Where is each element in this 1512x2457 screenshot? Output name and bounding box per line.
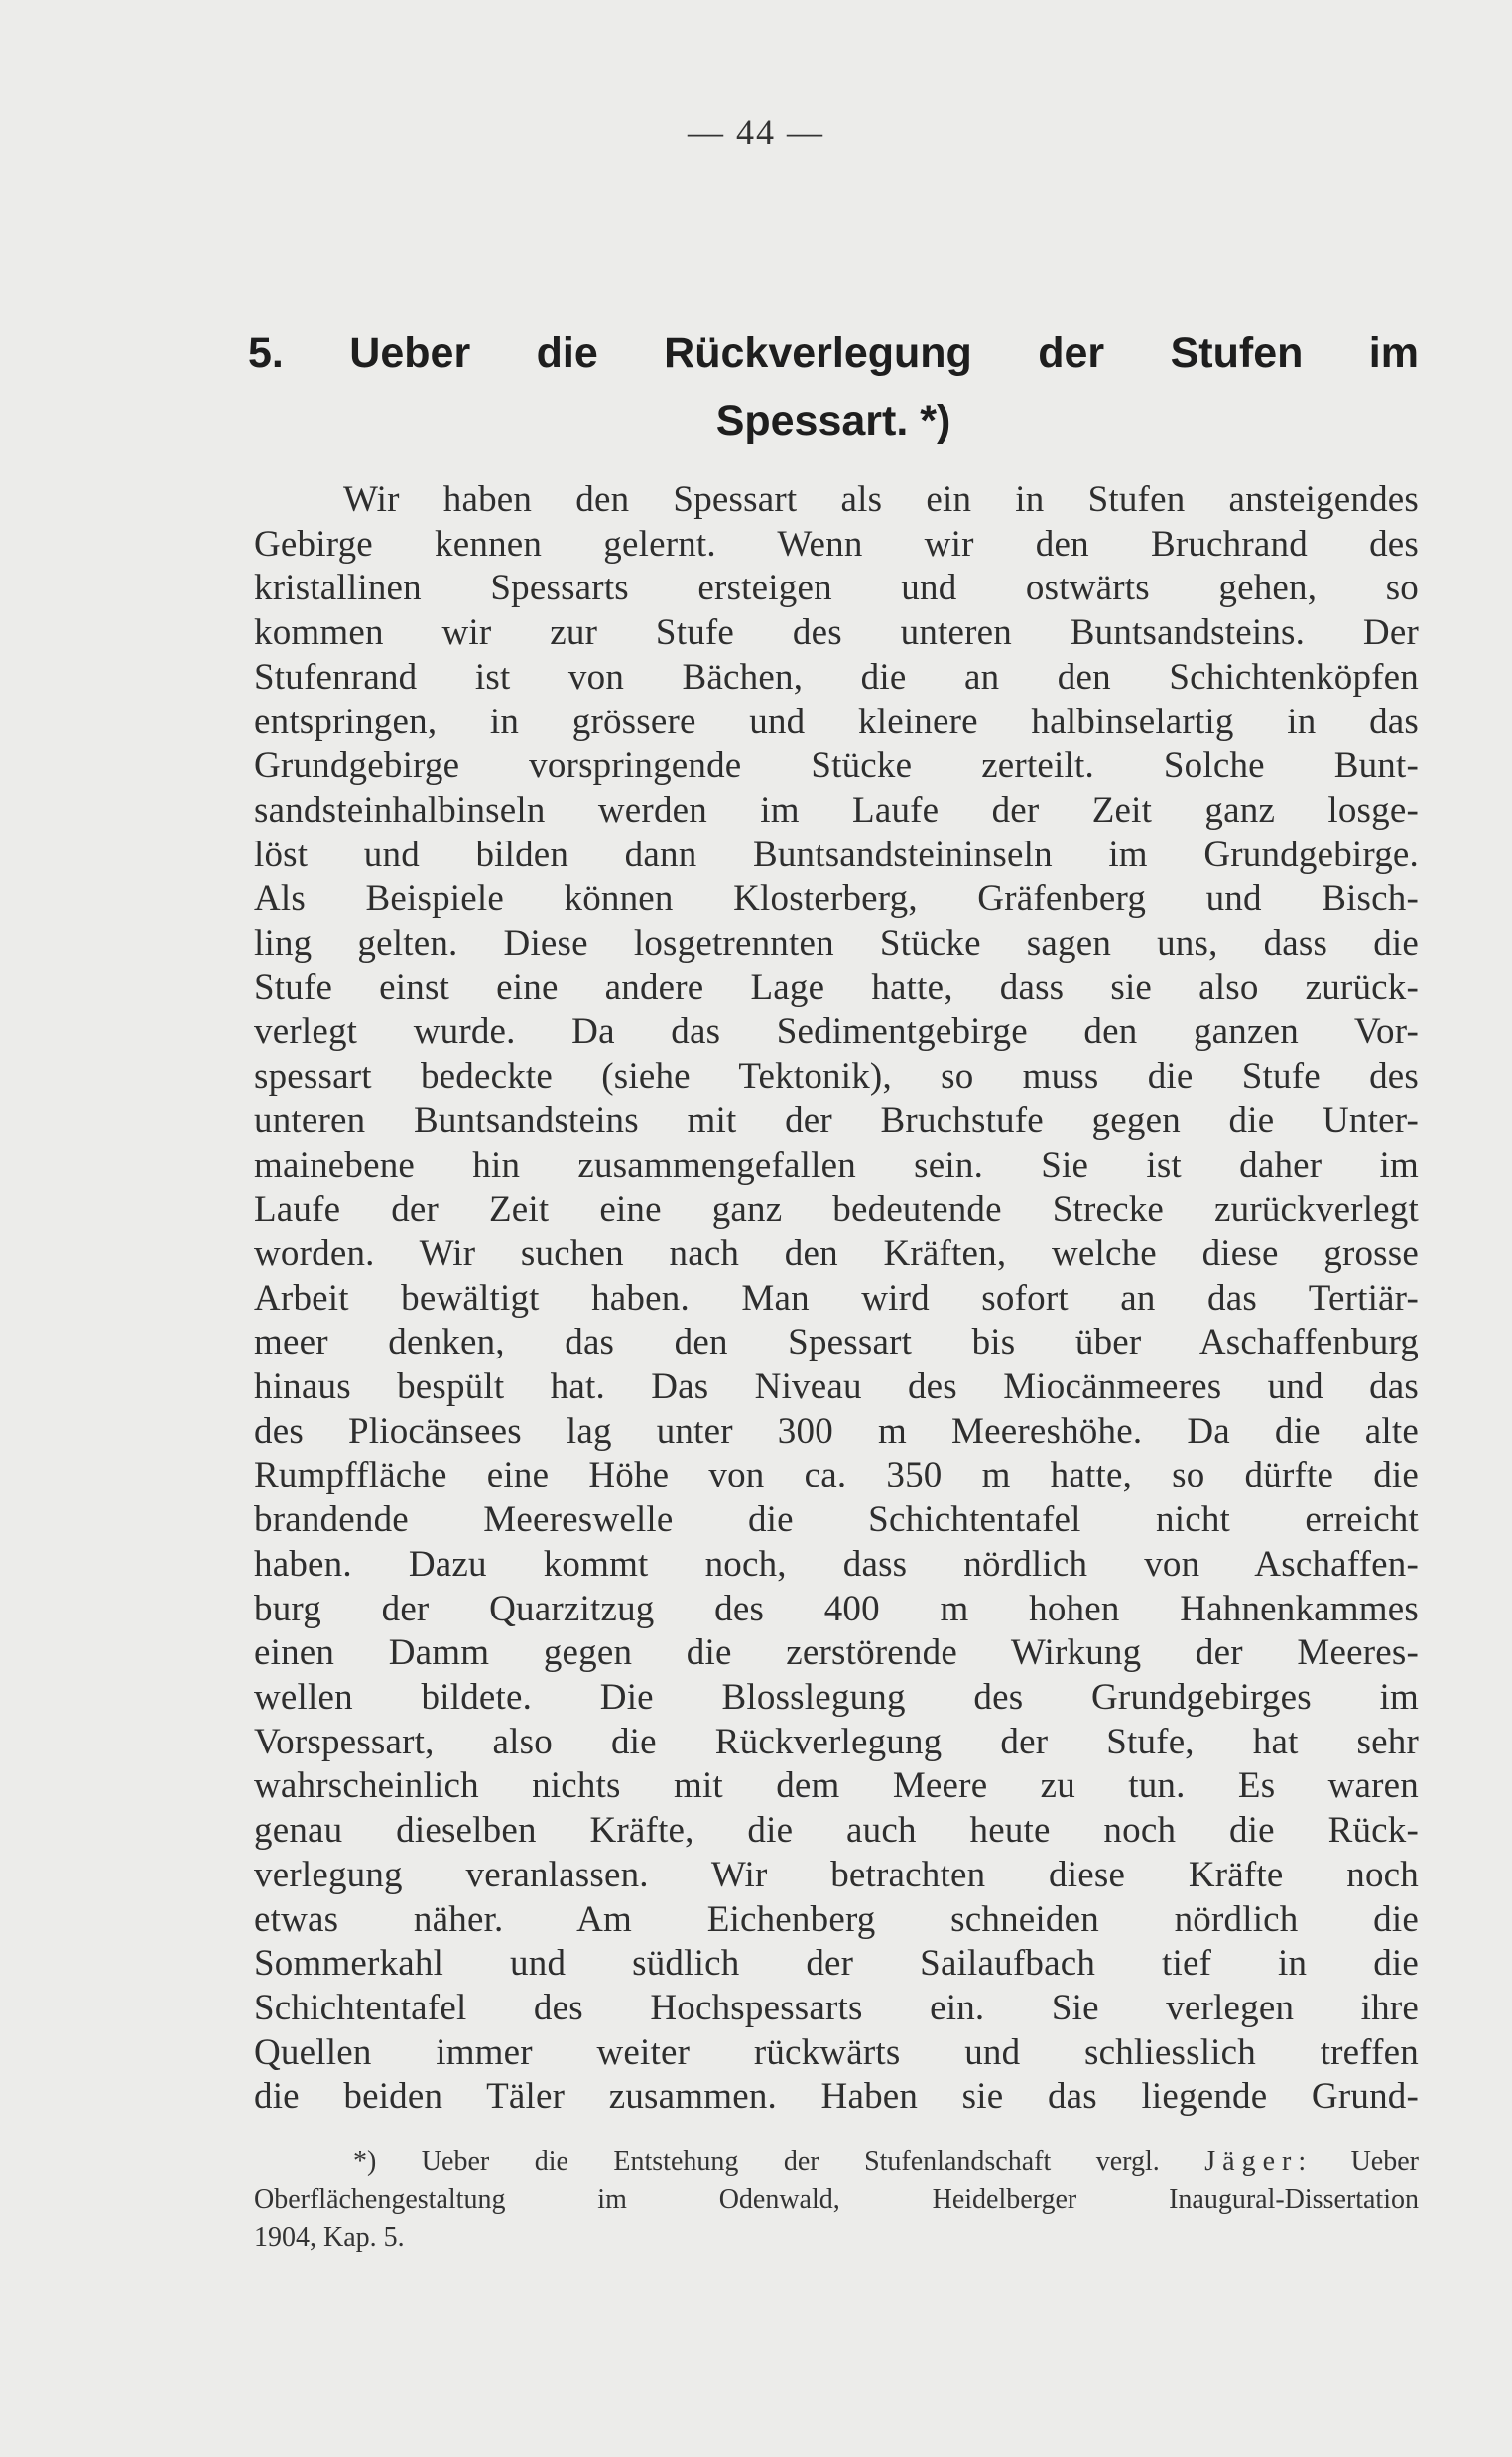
body-line: kommen wir zur Stufe des unteren Buntsandsteins. Der bbox=[254, 612, 1419, 654]
body-line: spessart bedeckte (siehe Tektonik), so muss die Stufe des bbox=[254, 1056, 1419, 1098]
body-line: Arbeit bewältigt haben. Man wird sofort an das Tertiär- bbox=[254, 1277, 1419, 1319]
body-line: wahrscheinlich nichts mit dem Meere zu tun. Es waren bbox=[254, 1765, 1419, 1807]
body-line: mainebene hin zusammengefallen sein. Sie ist daher im bbox=[254, 1144, 1419, 1186]
body-line: brandende Meereswelle die Schichtentafel nicht erreicht bbox=[254, 1499, 1419, 1541]
body-line: einen Damm gegen die zerstörende Wirkung der Meeres- bbox=[254, 1632, 1419, 1674]
body-line: sandsteinhalbinseln werden im Laufe der Zeit ganz losge- bbox=[254, 789, 1419, 831]
heading-line-2: Spessart. *) bbox=[715, 397, 951, 445]
body-line: die beiden Täler zusammen. Haben sie das liegende Grund- bbox=[254, 2076, 1419, 2118]
body-line: Quellen immer weiter rückwärts und schliesslich treffen bbox=[254, 2031, 1419, 2073]
body-line: worden. Wir suchen nach den Kräften, welche diese grosse bbox=[254, 1232, 1419, 1274]
footnote-line-3: 1904, Kap. 5. bbox=[254, 2222, 405, 2253]
body-line: Stufe einst eine andere Lage hatte, dass sie also zurück- bbox=[254, 967, 1419, 1008]
body-paragraph bbox=[254, 478, 1419, 2120]
footnote-author: Jäger bbox=[1204, 2146, 1299, 2177]
body-line: Stufenrand ist von Bächen, die an den Schichtenköpfen bbox=[254, 656, 1419, 698]
body-line: verlegung veranlassen. Wir betrachten diese Kräfte noch bbox=[254, 1854, 1419, 1895]
body-line: löst und bilden dann Buntsandsteininseln im Grundgebirge. bbox=[254, 834, 1419, 875]
body-line: ling gelten. Diese losgetrennten Stücke sagen uns, dass die bbox=[254, 923, 1419, 965]
body-line: genau dieselben Kräfte, die auch heute noch die Rück- bbox=[254, 1810, 1419, 1852]
footnote-text: : Ueber bbox=[1298, 2146, 1419, 2177]
body-line: Als Beispiele können Klosterberg, Gräfenberg und Bisch- bbox=[254, 878, 1419, 920]
body-line: wellen bildete. Die Blosslegung des Grundgebirges im bbox=[254, 1676, 1419, 1718]
body-line: des Pliocänsees lag unter 300 m Meereshöhe. Da die alte bbox=[254, 1410, 1419, 1452]
footnote bbox=[254, 2143, 1419, 2257]
body-line: Rumpffläche eine Höhe von ca. 350 m hatte, so dürfte die bbox=[254, 1455, 1419, 1496]
body-line: unteren Buntsandsteins mit der Bruchstufe gegen die Unter- bbox=[254, 1099, 1419, 1141]
body-line: Vorspessart, also die Rückverlegung der Stufe, hat sehr bbox=[254, 1721, 1419, 1762]
body-line: Schichtentafel des Hochspessarts ein. Sie verlegen ihre bbox=[254, 1987, 1419, 2028]
body-line: haben. Dazu kommt noch, dass nördlich von Aschaffen- bbox=[254, 1543, 1419, 1585]
body-line: burg der Quarzitzug des 400 m hohen Hahnenkammes bbox=[254, 1588, 1419, 1629]
body-line: verlegt wurde. Da das Sedimentgebirge den ganzen Vor- bbox=[254, 1011, 1419, 1053]
page-number: — 44 — bbox=[688, 112, 824, 152]
body-line: Wir haben den Spessart als ein in Stufen ansteigendes bbox=[343, 479, 1419, 520]
heading-line-1: 5. Ueber die Rückverlegung der Stufen im bbox=[248, 329, 1419, 377]
footnote-text: *) Ueber die Entstehung der Stufenlandschaft vergl. bbox=[353, 2146, 1205, 2177]
body-line: Gebirge kennen gelernt. Wenn wir den Bruchrand des bbox=[254, 523, 1419, 565]
footnote-line-1 bbox=[254, 2143, 1419, 2181]
body-line: kristallinen Spessarts ersteigen und ostwärts gehen, so bbox=[254, 568, 1419, 609]
body-line: entspringen, in grössere und kleinere halbinselartig in das bbox=[254, 701, 1419, 742]
body-line: Laufe der Zeit eine ganz bedeutende Strecke zurückverlegt bbox=[254, 1189, 1419, 1230]
body-line: meer denken, das den Spessart bis über Aschaffenburg bbox=[254, 1322, 1419, 1363]
body-line: etwas näher. Am Eichenberg schneiden nördlich die bbox=[254, 1898, 1419, 1940]
body-line: Sommerkahl und südlich der Sailaufbach tief in die bbox=[254, 1943, 1419, 1985]
body-line: hinaus bespült hat. Das Niveau des Miocänmeeres und das bbox=[254, 1366, 1419, 1408]
body-line: Grundgebirge vorspringende Stücke zerteilt. Solche Bunt- bbox=[254, 745, 1419, 787]
footnote-line-2: Oberflächengestaltung im Odenwald, Heidelberger Inaugural-Dissertation bbox=[254, 2184, 1419, 2215]
section-heading bbox=[248, 320, 1419, 454]
